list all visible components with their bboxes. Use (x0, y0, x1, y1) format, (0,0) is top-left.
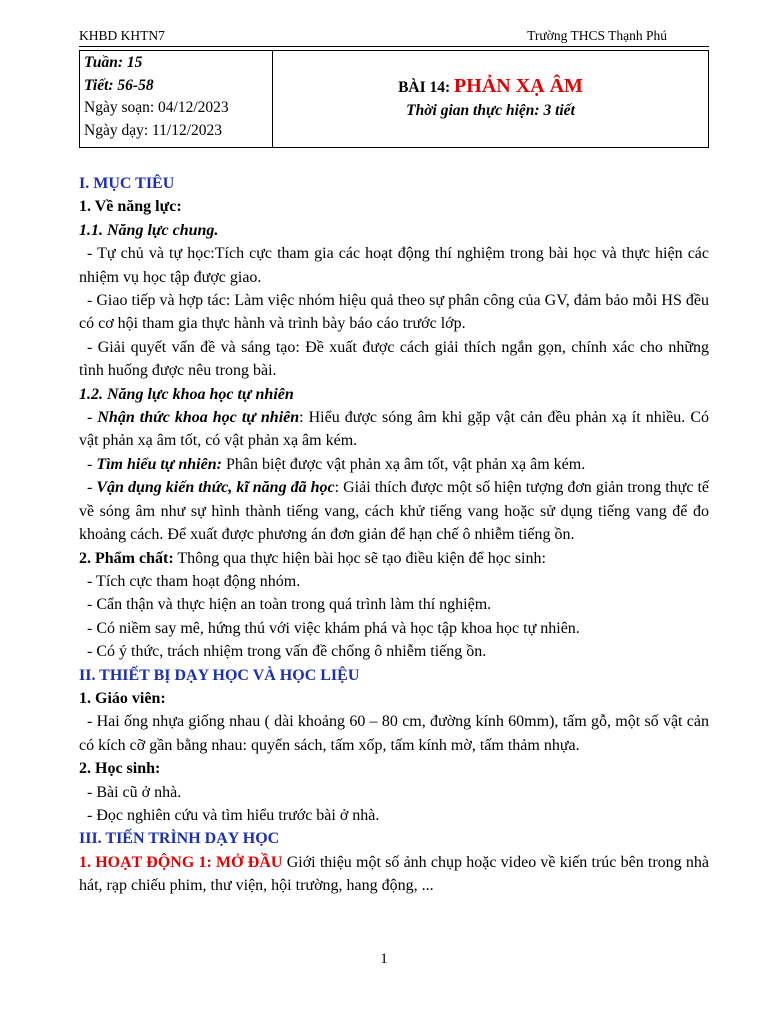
paragraph-qualities (79, 547, 709, 570)
exploration-text: Phân biệt được vật phản xạ âm tốt, vật phản xạ âm kém. (221, 455, 586, 473)
lesson-heading (273, 75, 708, 98)
activity-1-text: Giới thiệu một số ảnh chụp hoặc video về kiến trúc bên trong nhà hát, rạp chiếu phim, thư viện, hội trường, hang động, ... (79, 853, 709, 895)
list-item: - Có ý thức, trách nhiệm trong vấn đề chống ô nhiễm tiếng ồn. (87, 643, 487, 661)
qualities-label: 2. Phẩm chất: (79, 549, 174, 567)
list-item: - Có niềm say mê, hứng thú với việc khám phá và học tập khoa học tự nhiên. (87, 619, 580, 637)
list-item: - Tích cực tham hoạt động nhóm. (87, 572, 301, 590)
subsection-science-competence: 1.2. Năng lực khoa học tự nhiên (79, 385, 294, 403)
subsection-competence: 1. Về năng lực: (79, 198, 182, 216)
lesson-info-table (79, 50, 709, 148)
prep-date: Ngày soạn: 04/12/2023 (84, 99, 229, 116)
paragraph-problem-solving: - Giải quyết vấn đề và sáng tạo: Đề xuất được cách giải thích ngắn gọn, chính xác cho những tình huống được nêu trong bài. (79, 338, 709, 380)
lesson-prefix: BÀI 14: (398, 79, 455, 96)
lesson-duration: Thời gian thực hiện: 3 tiết (406, 102, 575, 119)
paragraph-teacher-equipment: - Hai ống nhựa giống nhau ( dài khoảng 60 – 80 cm, đường kính 60mm), tấm gỗ, một số vật cản có kích cỡ gần bằng nhau: quyển sách, tấm xốp, tấm kính mờ, tấm thảm nhựa. (79, 713, 709, 754)
lesson-title: PHẢN XẠ ÂM (454, 75, 583, 97)
header-school-name: Trường THCS Thạnh Phú (527, 28, 667, 43)
header-course-code: KHBD KHTN7 (79, 28, 165, 43)
subsection-teacher: 1. Giáo viên: (79, 689, 166, 707)
paragraph-application: - Vận dụng kiến thức, kĩ năng đã học: Giải thích được một số hiện tượng đơn giản trong thực tế về sóng âm như sự hình thành tiếng vang, cách khử tiếng vang hoặc sử dụng tiếng vang để đo khoảng cách. Để xuất được phương án đơn giản để hạn chế ô nhiễm tiếng ồn. (79, 479, 710, 544)
page-number: 1 (380, 951, 388, 967)
activity-1-label: 1. HOẠT ĐỘNG 1: MỞ ĐẦU (79, 853, 283, 871)
paragraph-awareness: - Nhận thức khoa học tự nhiên: Hiểu được sóng âm khi gặp vật cản đều phản xạ ít nhiều. Có vật phản xạ âm tốt, có vật phản xạ âm kém. (79, 409, 709, 450)
list-item: - Đọc nghiên cứu và tìm hiểu trước bài ở nhà. (87, 806, 380, 824)
qualities-text: Thông qua thực hiện bài học sẽ tạo điều kiện để học sinh: (173, 549, 546, 567)
paragraph-self-study: - Tự chủ và tự học:Tích cực tham gia các hoạt động thí nghiệm trong bài học và thực hiện các nhiệm vụ học tập được giao. (79, 245, 709, 286)
application-label: Vận dụng kiến thức, kĩ năng đã học (96, 479, 335, 497)
teach-date: Ngày dạy: 11/12/2023 (84, 121, 223, 139)
section-1-title: I. MỤC TIÊU (79, 175, 175, 192)
awareness-label: Nhận thức khoa học tự nhiên (97, 409, 300, 427)
subsection-students: 2. Học sinh: (79, 760, 161, 778)
paragraph-cooperation: - Giao tiếp và hợp tác: Làm việc nhóm hiệu quả theo sự phân công của GV, đảm bảo mỗi HS đều có cơ hội tham gia thực hành và trình bày báo cáo trước lớp. (79, 292, 709, 333)
subsection-general-competence: 1.1. Năng lực chung. (79, 221, 219, 239)
paragraph-activity-1 (79, 851, 709, 898)
week-label: Tuần: 15 (84, 54, 143, 71)
lesson-title-cell (273, 51, 708, 147)
section-3-title: III. TIẾN TRÌNH DẠY HỌC (79, 830, 280, 848)
awareness-text: : Hiểu được sóng âm khi gặp vật cản đều phản xạ ít nhiều. Có vật phản xạ âm tốt, có vật phản xạ âm kém. (79, 409, 709, 450)
document-body (79, 172, 709, 898)
lesson-schedule-cell (80, 51, 273, 147)
paragraph-exploration: - Tìm hiểu tự nhiên: Phân biệt được vật phản xạ âm tốt, vật phản xạ âm kém. (87, 455, 586, 473)
periods-label: Tiết: 56-58 (84, 76, 154, 94)
application-text: : Giải thích được một số hiện tượng đơn giản trong thực tế về sóng âm như sự hình thành tiếng vang, cách khử tiếng vang hoặc sử dụng tiếng vang để đo khoảng cách. Để xuất được phương án đơn giản để hạn chế ô nhiễm tiếng ồn. (79, 479, 710, 544)
list-item: - Bài cũ ở nhà. (87, 783, 182, 801)
exploration-label: Tìm hiểu tự nhiên: (96, 455, 222, 473)
section-2-title: II. THIẾT BỊ DẠY HỌC VÀ HỌC LIỆU (79, 666, 360, 684)
list-item: - Cẩn thận và thực hiện an toàn trong quá trình làm thí nghiệm. (87, 596, 492, 614)
page-header (79, 28, 709, 47)
